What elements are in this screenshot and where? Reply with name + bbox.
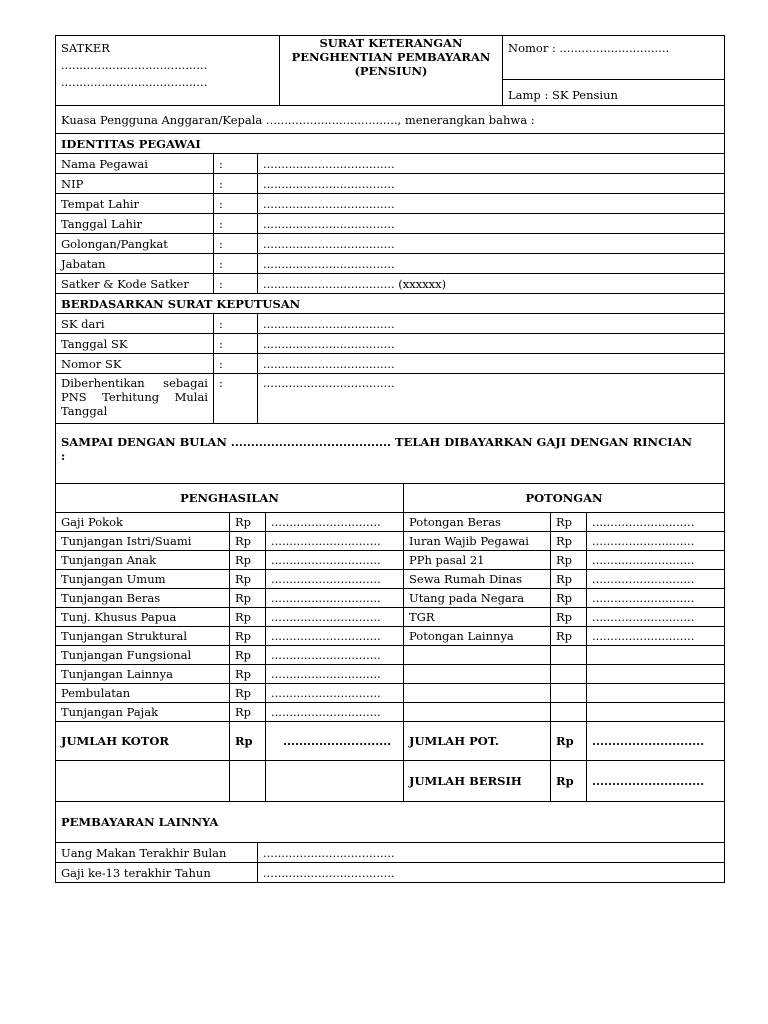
amount: .............................. (266, 665, 404, 684)
penghasilan-label: Tunjangan Umum (56, 570, 230, 589)
table-row (56, 274, 725, 294)
table-row (56, 254, 725, 274)
field-label: Gaji ke-13 terakhir Tahun (56, 863, 258, 883)
table-row (56, 194, 725, 214)
table-row (56, 665, 725, 684)
table-row (56, 234, 725, 254)
satker-label: SATKER (61, 41, 110, 55)
amount: ............................ (587, 570, 725, 589)
potongan-label: Potongan Beras (404, 513, 551, 532)
field-label: Tempat Lahir (56, 194, 214, 214)
identitas-heading: IDENTITAS PEGAWAI (56, 134, 725, 154)
field-value: .................................... (258, 254, 725, 274)
penghasilan-label: Tunj. Khusus Papua (56, 608, 230, 627)
field-value: .................................... (258, 354, 725, 374)
colon: : (214, 354, 258, 374)
identitas-table (55, 105, 725, 484)
amount: .............................. (266, 608, 404, 627)
sampai-line: : (61, 449, 66, 463)
penghasilan-label: Tunjangan Lainnya (56, 665, 230, 684)
table-row (56, 551, 725, 570)
colon: : (214, 274, 258, 294)
amount: .............................. (266, 513, 404, 532)
jumlah-pot-label: JUMLAH POT. (404, 722, 551, 761)
penghasilan-label: Tunjangan Anak (56, 551, 230, 570)
intro-text: Kuasa Pengguna Anggaran/Kepala ...................................., menerangkan bahwa : (56, 106, 725, 134)
potongan-label: Potongan Lainnya (404, 627, 551, 646)
nomor-field: Nomor : .............................. (503, 36, 725, 80)
currency: Rp (230, 665, 266, 684)
table-row (56, 354, 725, 374)
currency: Rp (230, 627, 266, 646)
title-line: (PENSIUN) (354, 64, 428, 78)
penghasilan-label: Tunjangan Beras (56, 589, 230, 608)
colon: : (214, 214, 258, 234)
field-value: .................................... (258, 843, 725, 863)
potongan-label: Utang pada Negara (404, 589, 551, 608)
field-value: .................................... (258, 863, 725, 883)
field-label: Golongan/Pangkat (56, 234, 214, 254)
field-label: Tanggal Lahir (56, 214, 214, 234)
table-row (56, 334, 725, 354)
potongan-label: Iuran Wajib Pegawai (404, 532, 551, 551)
empty-cell (587, 684, 725, 703)
currency: Rp (230, 722, 266, 761)
potongan-label: PPh pasal 21 (404, 551, 551, 570)
amount: .............................. (266, 589, 404, 608)
field-value: .................................... (258, 214, 725, 234)
title-line: SURAT KETERANGAN (319, 36, 463, 50)
jumlah-bersih-amount: ............................ (587, 761, 725, 802)
table-row (56, 608, 725, 627)
keputusan-heading: BERDASARKAN SURAT KEPUTUSAN (56, 294, 725, 314)
currency: Rp (551, 551, 587, 570)
amount: ............................ (587, 589, 725, 608)
table-row (56, 214, 725, 234)
currency: Rp (551, 627, 587, 646)
empty-cell (404, 684, 551, 703)
amount: ............................ (587, 532, 725, 551)
field-value: .................................... (258, 234, 725, 254)
table-row (56, 684, 725, 703)
amount: ............................ (587, 608, 725, 627)
document-title (280, 36, 503, 106)
empty-cell (551, 703, 587, 722)
currency: Rp (551, 570, 587, 589)
field-value: .................................... (258, 194, 725, 214)
penghasilan-label: Gaji Pokok (56, 513, 230, 532)
table-row (56, 703, 725, 722)
table-row (56, 570, 725, 589)
field-label: Uang Makan Terakhir Bulan (56, 843, 258, 863)
table-row (56, 532, 725, 551)
currency: Rp (230, 608, 266, 627)
potongan-label: Sewa Rumah Dinas (404, 570, 551, 589)
field-value: .................................... (258, 314, 725, 334)
field-value: .................................... (258, 334, 725, 354)
empty-cell (230, 761, 266, 802)
empty-cell (56, 761, 230, 802)
satker-dots: ........................................ (61, 75, 208, 89)
colon: : (214, 314, 258, 334)
jumlah-bersih-label: JUMLAH BERSIH (404, 761, 551, 802)
field-value: .................................... (258, 154, 725, 174)
penghasilan-label: Tunjangan Istri/Suami (56, 532, 230, 551)
table-row (56, 314, 725, 334)
empty-cell (404, 703, 551, 722)
jumlah-pot-amount: ............................ (587, 722, 725, 761)
field-label: Nama Pegawai (56, 154, 214, 174)
field-value: .................................... (xxxxxx) (258, 274, 725, 294)
currency: Rp (551, 722, 587, 761)
empty-cell (551, 684, 587, 703)
field-label: Tanggal SK (56, 334, 214, 354)
empty-cell (266, 761, 404, 802)
lainnya-heading: PEMBAYARAN LAINNYA (56, 802, 725, 843)
label-line: PNS Terhitung Mulai (61, 390, 208, 404)
potongan-label: TGR (404, 608, 551, 627)
label-line: Tanggal (61, 404, 108, 418)
penghasilan-label: Tunjangan Struktural (56, 627, 230, 646)
diberhentikan-label (56, 374, 214, 424)
header-table (55, 35, 725, 106)
table-row (56, 589, 725, 608)
penghasilan-label: Tunjangan Fungsional (56, 646, 230, 665)
colon: : (214, 254, 258, 274)
penghasilan-label: Tunjangan Pajak (56, 703, 230, 722)
lamp-field: Lamp : SK Pensiun (503, 80, 725, 106)
colon: : (214, 234, 258, 254)
jumlah-kotor-label: JUMLAH KOTOR (56, 722, 230, 761)
form-container (55, 35, 724, 883)
empty-cell (587, 646, 725, 665)
table-row (56, 174, 725, 194)
colon: : (214, 194, 258, 214)
currency: Rp (230, 684, 266, 703)
amount: .............................. (266, 646, 404, 665)
empty-cell (551, 646, 587, 665)
potongan-heading: POTONGAN (404, 484, 725, 513)
amount: .............................. (266, 570, 404, 589)
currency: Rp (230, 646, 266, 665)
penghasilan-label: Pembulatan (56, 684, 230, 703)
satker-cell (56, 36, 280, 106)
empty-cell (404, 665, 551, 684)
field-label: Nomor SK (56, 354, 214, 374)
amount: .............................. (266, 684, 404, 703)
field-label: NIP (56, 174, 214, 194)
jumlah-kotor-amount: ........................... (266, 722, 404, 761)
currency: Rp (230, 551, 266, 570)
currency: Rp (230, 513, 266, 532)
penghasilan-heading: PENGHASILAN (56, 484, 404, 513)
amount: ............................ (587, 513, 725, 532)
field-label: Satker & Kode Satker (56, 274, 214, 294)
field-value: .................................... (258, 374, 725, 424)
currency: Rp (551, 513, 587, 532)
colon: : (214, 154, 258, 174)
empty-cell (587, 665, 725, 684)
sampai-text (56, 424, 725, 484)
table-row (56, 513, 725, 532)
table-row (56, 374, 725, 424)
currency: Rp (230, 570, 266, 589)
empty-cell (404, 646, 551, 665)
lainnya-table (55, 801, 725, 883)
amount: .............................. (266, 703, 404, 722)
table-row (56, 627, 725, 646)
field-label: Jabatan (56, 254, 214, 274)
amount: .............................. (266, 551, 404, 570)
table-row (56, 843, 725, 863)
total-row (56, 761, 725, 802)
amount: .............................. (266, 532, 404, 551)
table-row (56, 154, 725, 174)
currency: Rp (551, 589, 587, 608)
currency: Rp (551, 761, 587, 802)
currency: Rp (230, 589, 266, 608)
colon: : (214, 374, 258, 424)
empty-cell (587, 703, 725, 722)
total-row (56, 722, 725, 761)
empty-cell (551, 665, 587, 684)
label-line: Diberhentikan sebagai (61, 376, 208, 390)
satker-dots: ........................................ (61, 58, 208, 72)
currency: Rp (230, 532, 266, 551)
currency: Rp (551, 608, 587, 627)
currency: Rp (551, 532, 587, 551)
rincian-table (55, 483, 725, 802)
field-label: SK dari (56, 314, 214, 334)
table-row (56, 646, 725, 665)
field-value: .................................... (258, 174, 725, 194)
amount: ............................ (587, 627, 725, 646)
title-line: PENGHENTIAN PEMBAYARAN (291, 50, 491, 64)
amount: .............................. (266, 627, 404, 646)
amount: ............................ (587, 551, 725, 570)
currency: Rp (230, 703, 266, 722)
colon: : (214, 334, 258, 354)
colon: : (214, 174, 258, 194)
table-row (56, 863, 725, 883)
sampai-line: SAMPAI DENGAN BULAN ........................................ TELAH DIBAYARKAN GAJI DENGAN RINCIAN (61, 435, 693, 449)
